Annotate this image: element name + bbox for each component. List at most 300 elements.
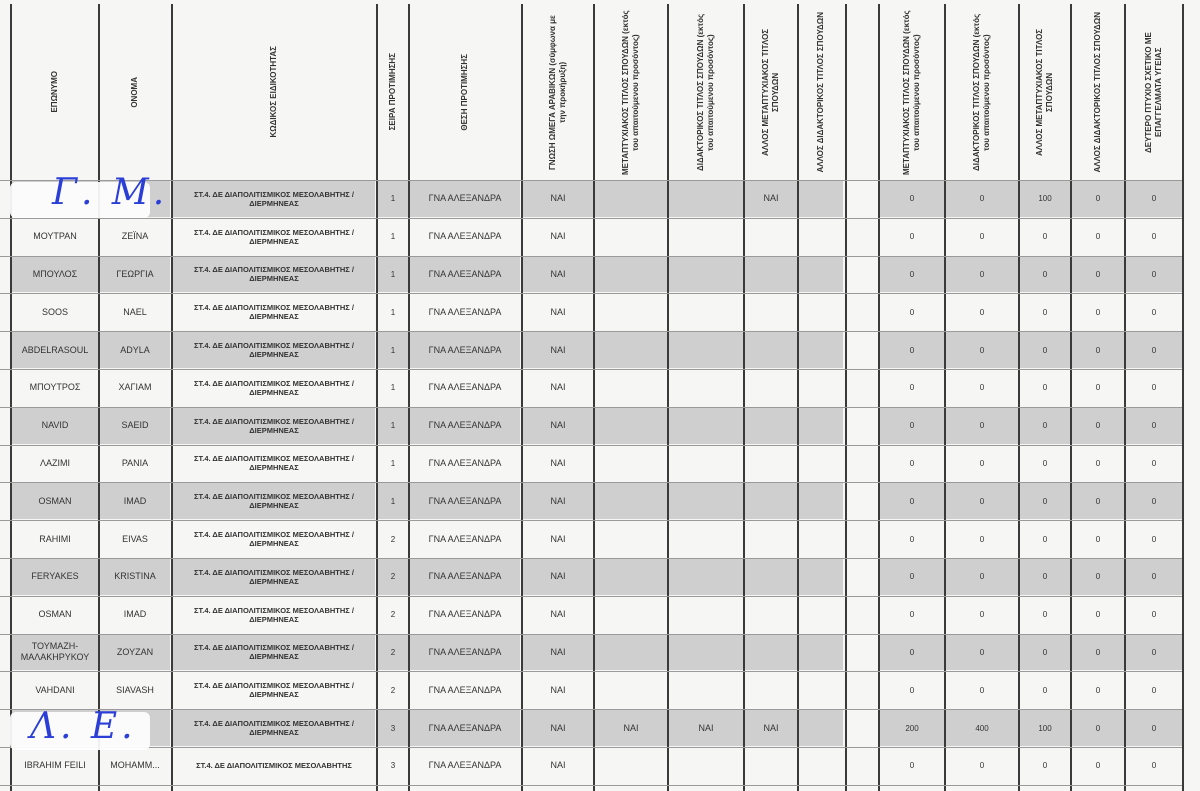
column-header-label: ΑΛΛΟΣ ΔΙΔΑΚΤΟΡΙΚΟΣ ΤΙΤΛΟΣ ΣΠΟΥΔΩΝ bbox=[1093, 11, 1102, 173]
cell-arabic: ΝΑΙ bbox=[550, 420, 566, 431]
cell-om bbox=[747, 596, 795, 634]
cell-arabic: ΝΑΙ bbox=[550, 306, 566, 317]
column-header-other-masters bbox=[745, 6, 797, 178]
cell-s5: 0 bbox=[1151, 232, 1157, 242]
cell-order: 2 bbox=[390, 534, 396, 544]
cell-s1: 0 bbox=[909, 383, 915, 393]
cell-s5: 0 bbox=[1151, 496, 1157, 506]
cell-name: ΖΕΪΝΑ bbox=[121, 231, 149, 242]
cell-surname: OSMAN bbox=[38, 609, 72, 620]
cell-od bbox=[801, 218, 841, 256]
cell-s3: 0 bbox=[1042, 345, 1048, 355]
column-divider bbox=[408, 4, 410, 791]
cell-s1: 0 bbox=[909, 345, 915, 355]
cell-s4: 0 bbox=[1095, 610, 1101, 620]
cell-loc: ΓΝΑ ΑΛΕΞΑΝΔΡΑ bbox=[428, 684, 502, 695]
cell-s5: 0 bbox=[1151, 383, 1157, 393]
column-header-specialty-code bbox=[173, 6, 375, 178]
cell-spec: ΣΤ.4. ΔΕ ΔΙΑΠΟΛΙΤΙΣΜΙΚΟΣ ΜΕΣΟΛΑΒΗΤΗΣ / ΔΙΕΡΜΗΝΕΑΣ bbox=[194, 492, 354, 511]
cell-s2: 0 bbox=[979, 458, 985, 468]
cell-s5: 0 bbox=[1151, 610, 1157, 620]
row-divider bbox=[0, 293, 1182, 294]
cell-name: NAEL bbox=[123, 306, 147, 317]
cell-s3: 0 bbox=[1042, 496, 1048, 506]
cell-od bbox=[801, 407, 841, 445]
column-header-score-other-doctorate bbox=[1072, 6, 1124, 178]
cell-surname: ΜΠΟΥΛΟΣ bbox=[32, 268, 78, 279]
column-header-name bbox=[100, 6, 170, 178]
cell-spec: ΣΤ.4. ΔΕ ΔΙΑΠΟΛΙΤΙΣΜΙΚΟΣ ΜΕΣΟΛΑΒΗΤΗΣ / ΔΙΕΡΜΗΝΕΑΣ bbox=[194, 416, 354, 435]
column-divider bbox=[1018, 4, 1020, 791]
column-header-label: ΑΛΛΟΣ ΜΕΤΑΠΤΥΧΙΑΚΟΣ ΤΙΤΛΟΣ ΣΠΟΥΔΩΝ bbox=[1035, 28, 1054, 156]
row-divider bbox=[0, 785, 1182, 786]
cell-od bbox=[801, 558, 841, 596]
row-divider bbox=[0, 482, 1182, 483]
cell-s2: 0 bbox=[979, 345, 985, 355]
column-divider bbox=[171, 4, 173, 791]
cell-d bbox=[671, 482, 741, 520]
column-header-surname bbox=[12, 6, 98, 178]
column-divider bbox=[845, 4, 847, 791]
cell-name: IMAD bbox=[123, 609, 147, 620]
row-divider bbox=[0, 445, 1182, 446]
cell-d bbox=[671, 331, 741, 369]
cell-m bbox=[597, 596, 665, 634]
cell-s4: 0 bbox=[1095, 647, 1101, 657]
column-header-label: ΟΝΟΜΑ bbox=[130, 76, 139, 108]
column-divider bbox=[521, 4, 523, 791]
cell-s3: 0 bbox=[1042, 647, 1048, 657]
cell-od bbox=[801, 293, 841, 331]
cell-order: 1 bbox=[390, 345, 396, 355]
column-divider bbox=[593, 4, 595, 791]
cell-s2: 0 bbox=[979, 269, 985, 279]
cell-m bbox=[597, 218, 665, 256]
cell-loc: ΓΝΑ ΑΛΕΞΑΝΔΡΑ bbox=[428, 646, 502, 657]
cell-s3: 0 bbox=[1042, 610, 1048, 620]
cell-loc: ΓΝΑ ΑΛΕΞΑΝΔΡΑ bbox=[428, 382, 502, 393]
table-row bbox=[0, 558, 1200, 596]
cell-order: 1 bbox=[390, 383, 396, 393]
cell-m bbox=[597, 369, 665, 407]
cell-arabic: ΝΑΙ bbox=[550, 760, 566, 771]
cell-m bbox=[597, 445, 665, 483]
cell-d bbox=[671, 558, 741, 596]
table-row bbox=[0, 709, 1200, 747]
cell-surname: NAVID bbox=[41, 420, 69, 431]
cell-s3: 0 bbox=[1042, 307, 1048, 317]
cell-spec: ΣΤ.4. ΔΕ ΔΙΑΠΟΛΙΤΙΣΜΙΚΟΣ ΜΕΣΟΛΑΒΗΤΗΣ / ΔΙΕΡΜΗΝΕΑΣ bbox=[194, 378, 354, 397]
cell-s5: 0 bbox=[1151, 723, 1157, 733]
cell-s2: 0 bbox=[979, 194, 985, 204]
cell-s1: 0 bbox=[909, 610, 915, 620]
cell-om bbox=[747, 671, 795, 709]
cell-s2: 0 bbox=[979, 307, 985, 317]
cell-spec: ΣΤ.4. ΔΕ ΔΙΑΠΟΛΙΤΙΣΜΙΚΟΣ ΜΕΣΟΛΑΒΗΤΗΣ / ΔΙΕΡΜΗΝΕΑΣ bbox=[194, 454, 354, 473]
row-divider bbox=[0, 256, 1182, 257]
cell-name: MOHAMM... bbox=[110, 760, 160, 771]
cell-arabic: ΝΑΙ bbox=[550, 722, 566, 733]
column-header-pref-order bbox=[378, 6, 408, 178]
cell-om bbox=[747, 331, 795, 369]
cell-name: ΧΑΓΙΑΜ bbox=[118, 382, 152, 393]
cell-s4: 0 bbox=[1095, 685, 1101, 695]
cell-order: 1 bbox=[390, 232, 396, 242]
cell-order: 1 bbox=[390, 421, 396, 431]
cell-s1: 0 bbox=[909, 269, 915, 279]
cell-od bbox=[801, 445, 841, 483]
cell-m bbox=[597, 558, 665, 596]
cell-spec: ΣΤ.4. ΔΕ ΔΙΑΠΟΛΙΤΙΣΜΙΚΟΣ ΜΕΣΟΛΑΒΗΤΗΣ / ΔΙΕΡΜΗΝΕΑΣ bbox=[194, 719, 354, 738]
cell-spec: ΣΤ.4. ΔΕ ΔΙΑΠΟΛΙΤΙΣΜΙΚΟΣ ΜΕΣΟΛΑΒΗΤΗΣ / ΔΙΕΡΜΗΝΕΑΣ bbox=[194, 643, 354, 662]
cell-s1: 0 bbox=[909, 496, 915, 506]
cell-arabic: ΝΑΙ bbox=[550, 571, 566, 582]
cell-om bbox=[747, 558, 795, 596]
cell-arabic: ΝΑΙ bbox=[550, 684, 566, 695]
column-divider bbox=[1182, 4, 1184, 791]
cell-s5: 0 bbox=[1151, 761, 1157, 771]
cell-od bbox=[801, 180, 841, 218]
table-row bbox=[0, 634, 1200, 672]
cell-s1: 0 bbox=[909, 421, 915, 431]
table-row bbox=[0, 256, 1200, 294]
cell-s5: 0 bbox=[1151, 269, 1157, 279]
cell-loc: ΓΝΑ ΑΛΕΞΑΝΔΡΑ bbox=[428, 268, 502, 279]
column-header-doctorate-title bbox=[669, 6, 743, 178]
cell-spec: ΣΤ.4. ΔΕ ΔΙΑΠΟΛΙΤΙΣΜΙΚΟΣ ΜΕΣΟΛΑΒΗΤΗΣ / ΔΙΕΡΜΗΝΕΑΣ bbox=[194, 227, 354, 246]
row-divider bbox=[0, 596, 1182, 597]
cell-d bbox=[671, 747, 741, 785]
cell-om bbox=[747, 634, 795, 672]
cell-s5: 0 bbox=[1151, 685, 1157, 695]
row-divider bbox=[0, 634, 1182, 635]
cell-order: 3 bbox=[390, 723, 396, 733]
cell-s4: 0 bbox=[1095, 761, 1101, 771]
cell-om bbox=[747, 747, 795, 785]
cell-s1: 0 bbox=[909, 534, 915, 544]
cell-surname: SOOS bbox=[41, 306, 68, 317]
cell-d bbox=[671, 671, 741, 709]
cell-od bbox=[801, 709, 841, 747]
cell-surname: FERYAKES bbox=[31, 571, 79, 582]
cell-s5: 0 bbox=[1151, 458, 1157, 468]
column-divider bbox=[743, 4, 745, 791]
cell-om: ΝΑΙ bbox=[763, 193, 779, 204]
cell-s3: 0 bbox=[1042, 269, 1048, 279]
cell-order: 2 bbox=[390, 610, 396, 620]
cell-s3: 0 bbox=[1042, 761, 1048, 771]
cell-od bbox=[801, 520, 841, 558]
column-header-score-second-degree bbox=[1126, 6, 1182, 178]
handwritten-initials-top: Γ. Μ. bbox=[52, 172, 169, 213]
column-header-label: ΓΝΩΣΗ ΩΜΕΓΑ ΑΡΑΒΙΚΩΝ (σύμφωνα με την προκήρυξη) bbox=[548, 14, 567, 170]
cell-loc: ΓΝΑ ΑΛΕΞΑΝΔΡΑ bbox=[428, 571, 502, 582]
cell-s3: 100 bbox=[1038, 194, 1052, 204]
cell-s4: 0 bbox=[1095, 383, 1101, 393]
cell-d bbox=[671, 369, 741, 407]
column-header-label: ΑΛΛΟΣ ΜΕΤΑΠΤΥΧΙΑΚΟΣ ΤΙΤΛΟΣ ΣΠΟΥΔΩΝ bbox=[761, 28, 780, 156]
column-divider bbox=[376, 4, 378, 791]
cell-order: 1 bbox=[390, 307, 396, 317]
cell-d bbox=[671, 180, 741, 218]
column-header-label: ΔΕΥΤΕΡΟ ΠΤΥΧΙΟ ΣΧΕΤΙΚΟ ΜΕ ΕΠΑΓΓΕΛΜΑΤΑ ΥΓΕΙΑΣ bbox=[1144, 31, 1163, 153]
column-header-other-doctorate bbox=[799, 6, 843, 178]
cell-s1: 0 bbox=[909, 572, 915, 582]
cell-loc: ΓΝΑ ΑΛΕΞΑΝΔΡΑ bbox=[428, 533, 502, 544]
cell-s2: 0 bbox=[979, 232, 985, 242]
cell-s1: 0 bbox=[909, 685, 915, 695]
row-divider bbox=[0, 747, 1182, 748]
cell-od bbox=[801, 671, 841, 709]
cell-surname: OSMAN bbox=[38, 495, 72, 506]
cell-s5: 0 bbox=[1151, 572, 1157, 582]
cell-loc: ΓΝΑ ΑΛΕΞΑΝΔΡΑ bbox=[428, 306, 502, 317]
cell-s2: 0 bbox=[979, 383, 985, 393]
cell-d bbox=[671, 218, 741, 256]
cell-name: IMAD bbox=[123, 495, 147, 506]
cell-loc: ΓΝΑ ΑΛΕΞΑΝΔΡΑ bbox=[428, 609, 502, 620]
cell-order: 2 bbox=[390, 647, 396, 657]
column-header-label: ΕΠΩΝΥΜΟ bbox=[50, 71, 59, 113]
row-divider bbox=[0, 369, 1182, 370]
cell-m bbox=[597, 293, 665, 331]
column-divider bbox=[98, 4, 100, 791]
cell-surname: IBRAHIM FEILI bbox=[24, 760, 86, 771]
cell-s4: 0 bbox=[1095, 421, 1101, 431]
column-divider bbox=[1124, 4, 1126, 791]
cell-s2: 400 bbox=[975, 723, 989, 733]
cell-order: 2 bbox=[390, 572, 396, 582]
cell-s1: 0 bbox=[909, 761, 915, 771]
column-divider bbox=[10, 4, 12, 791]
cell-s2: 0 bbox=[979, 572, 985, 582]
cell-surname: ΜΟΥΤΡΑΝ bbox=[33, 231, 77, 242]
cell-d bbox=[671, 407, 741, 445]
cell-om bbox=[747, 445, 795, 483]
row-divider bbox=[0, 331, 1182, 332]
table-row bbox=[0, 331, 1200, 369]
cell-s3: 0 bbox=[1042, 685, 1048, 695]
cell-arabic: ΝΑΙ bbox=[550, 231, 566, 242]
cell-m bbox=[597, 520, 665, 558]
cell-s3: 0 bbox=[1042, 534, 1048, 544]
cell-m: ΝΑΙ bbox=[623, 722, 639, 733]
cell-spec: ΣΤ.4. ΔΕ ΔΙΑΠΟΛΙΤΙΣΜΙΚΟΣ ΜΕΣΟΛΑΒΗΤΗΣ / ΔΙΕΡΜΗΝΕΑΣ bbox=[194, 303, 354, 322]
cell-od bbox=[801, 256, 841, 294]
row-divider bbox=[0, 180, 1182, 181]
column-header-label: ΘΕΣΗ ΠΡΟΤΙΜΗΣΗΣ bbox=[460, 53, 469, 131]
cell-arabic: ΝΑΙ bbox=[550, 344, 566, 355]
cell-om bbox=[747, 256, 795, 294]
cell-order: 1 bbox=[390, 269, 396, 279]
cell-od bbox=[801, 634, 841, 672]
cell-name: EIVAS bbox=[122, 533, 148, 544]
cell-s1: 200 bbox=[905, 723, 919, 733]
cell-loc: ΓΝΑ ΑΛΕΞΑΝΔΡΑ bbox=[428, 420, 502, 431]
cell-od bbox=[801, 369, 841, 407]
cell-arabic: ΝΑΙ bbox=[550, 382, 566, 393]
cell-od bbox=[801, 596, 841, 634]
cell-om bbox=[747, 482, 795, 520]
table-row bbox=[0, 293, 1200, 331]
cell-om: ΝΑΙ bbox=[763, 722, 779, 733]
cell-s5: 0 bbox=[1151, 534, 1157, 544]
column-header-masters-title bbox=[595, 6, 667, 178]
cell-s5: 0 bbox=[1151, 647, 1157, 657]
column-header-label: ΜΕΤΑΠΤΥΧΙΑΚΟΣ ΤΙΤΛΟΣ ΣΠΟΥΔΩΝ (εκτός του απαιτούμενου προσόντος) bbox=[621, 9, 640, 175]
cell-name: ΖΟΥΖΑΝ bbox=[116, 646, 154, 657]
cell-s1: 0 bbox=[909, 458, 915, 468]
cell-name: KRISTINA bbox=[114, 571, 156, 582]
table-row bbox=[0, 218, 1200, 256]
cell-spec: ΣΤ.4. ΔΕ ΔΙΑΠΟΛΙΤΙΣΜΙΚΟΣ ΜΕΣΟΛΑΒΗΤΗΣ / ΔΙΕΡΜΗΝΕΑΣ bbox=[194, 341, 354, 360]
cell-s4: 0 bbox=[1095, 232, 1101, 242]
cell-m bbox=[597, 634, 665, 672]
cell-s4: 0 bbox=[1095, 194, 1101, 204]
cell-om bbox=[747, 407, 795, 445]
table-row bbox=[0, 445, 1200, 483]
cell-s4: 0 bbox=[1095, 496, 1101, 506]
cell-d bbox=[671, 520, 741, 558]
cell-s4: 0 bbox=[1095, 534, 1101, 544]
cell-s4: 0 bbox=[1095, 723, 1101, 733]
cell-s1: 0 bbox=[909, 307, 915, 317]
cell-loc: ΓΝΑ ΑΛΕΞΑΝΔΡΑ bbox=[428, 344, 502, 355]
cell-name: ΡΑΝΙΑ bbox=[121, 457, 149, 468]
cell-s3: 0 bbox=[1042, 458, 1048, 468]
row-divider bbox=[0, 709, 1182, 710]
column-header-label: ΔΙΔΑΚΤΟΡΙΚΟΣ ΤΙΤΛΟΣ ΣΠΟΥΔΩΝ (εκτός του απαιτούμενου προσόντος) bbox=[696, 13, 715, 171]
cell-s2: 0 bbox=[979, 610, 985, 620]
cell-arabic: ΝΑΙ bbox=[550, 533, 566, 544]
cell-s2: 0 bbox=[979, 496, 985, 506]
cell-order: 1 bbox=[390, 458, 396, 468]
cell-spec: ΣΤ.4. ΔΕ ΔΙΑΠΟΛΙΤΙΣΜΙΚΟΣ ΜΕΣΟΛΑΒΗΤΗΣ / ΔΙΕΡΜΗΝΕΑΣ bbox=[194, 567, 354, 586]
cell-s5: 0 bbox=[1151, 345, 1157, 355]
cell-m bbox=[597, 671, 665, 709]
cell-order: 1 bbox=[390, 194, 396, 204]
cell-spec: ΣΤ.4. ΔΕ ΔΙΑΠΟΛΙΤΙΣΜΙΚΟΣ ΜΕΣΟΛΑΒΗΤΗΣ bbox=[196, 761, 352, 771]
table-row bbox=[0, 180, 1200, 218]
table-row bbox=[0, 596, 1200, 634]
table-row bbox=[0, 671, 1200, 709]
cell-om bbox=[747, 520, 795, 558]
cell-loc: ΓΝΑ ΑΛΕΞΑΝΔΡΑ bbox=[428, 722, 502, 733]
cell-s2: 0 bbox=[979, 647, 985, 657]
cell-surname: ΜΠΟΥΤΡΟΣ bbox=[29, 382, 81, 393]
column-divider bbox=[667, 4, 669, 791]
cell-surname: ΛΑΖΙΜΙ bbox=[39, 457, 70, 468]
cell-s5: 0 bbox=[1151, 194, 1157, 204]
cell-s2: 0 bbox=[979, 685, 985, 695]
row-divider bbox=[0, 407, 1182, 408]
cell-loc: ΓΝΑ ΑΛΕΞΑΝΔΡΑ bbox=[428, 457, 502, 468]
column-header-label: ΣΕΙΡΑ ΠΡΟΤΙΜΗΣΗΣ bbox=[388, 53, 397, 131]
cell-s4: 0 bbox=[1095, 269, 1101, 279]
cell-m bbox=[597, 256, 665, 294]
cell-s2: 0 bbox=[979, 421, 985, 431]
row-divider bbox=[0, 520, 1182, 521]
cell-order: 2 bbox=[390, 685, 396, 695]
column-header-pref-location bbox=[410, 6, 520, 178]
column-header-score-masters bbox=[880, 6, 944, 178]
cell-d: ΝΑΙ bbox=[698, 722, 714, 733]
cell-d bbox=[671, 596, 741, 634]
cell-m bbox=[597, 331, 665, 369]
cell-d bbox=[671, 634, 741, 672]
row-divider bbox=[0, 218, 1182, 219]
cell-arabic: ΝΑΙ bbox=[550, 495, 566, 506]
column-header-label: ΔΙΔΑΚΤΟΡΙΚΟΣ ΤΙΤΛΟΣ ΣΠΟΥΔΩΝ (εκτός του απαιτούμενου προσόντος) bbox=[972, 13, 991, 171]
cell-s1: 0 bbox=[909, 647, 915, 657]
cell-spec: ΣΤ.4. ΔΕ ΔΙΑΠΟΛΙΤΙΣΜΙΚΟΣ ΜΕΣΟΛΑΒΗΤΗΣ / ΔΙΕΡΜΗΝΕΑΣ bbox=[194, 530, 354, 549]
column-header-label: ΚΩΔΙΚΟΣ ΕΙΔΙΚΟΤΗΤΑΣ bbox=[269, 46, 278, 138]
column-header-label: ΑΛΛΟΣ ΔΙΔΑΚΤΟΡΙΚΟΣ ΤΙΤΛΟΣ ΣΠΟΥΔΩΝ bbox=[816, 11, 825, 173]
cell-s3: 0 bbox=[1042, 383, 1048, 393]
cell-m bbox=[597, 180, 665, 218]
cell-s2: 0 bbox=[979, 761, 985, 771]
row-divider bbox=[0, 671, 1182, 672]
cell-spec: ΣΤ.4. ΔΕ ΔΙΑΠΟΛΙΤΙΣΜΙΚΟΣ ΜΕΣΟΛΑΒΗΤΗΣ / ΔΙΕΡΜΗΝΕΑΣ bbox=[194, 605, 354, 624]
column-header-score-doctorate bbox=[946, 6, 1018, 178]
cell-om bbox=[747, 218, 795, 256]
cell-surname: ΤΟΥΜΑΖΗ-ΜΑΛΑΚΗΡΥΚΟΥ bbox=[20, 641, 90, 663]
table-row bbox=[0, 520, 1200, 558]
cell-s4: 0 bbox=[1095, 458, 1101, 468]
cell-d bbox=[671, 293, 741, 331]
column-divider bbox=[878, 4, 880, 791]
cell-od bbox=[801, 331, 841, 369]
cell-m bbox=[597, 407, 665, 445]
column-divider bbox=[797, 4, 799, 791]
cell-od bbox=[801, 482, 841, 520]
table-row bbox=[0, 747, 1200, 785]
cell-od bbox=[801, 747, 841, 785]
column-divider bbox=[944, 4, 946, 791]
cell-arabic: ΝΑΙ bbox=[550, 457, 566, 468]
cell-m bbox=[597, 482, 665, 520]
cell-name: SIAVASH bbox=[116, 684, 154, 695]
cell-name: ADYLA bbox=[120, 344, 150, 355]
cell-s4: 0 bbox=[1095, 307, 1101, 317]
cell-loc: ΓΝΑ ΑΛΕΞΑΝΔΡΑ bbox=[428, 495, 502, 506]
row-divider bbox=[0, 558, 1182, 559]
cell-om bbox=[747, 369, 795, 407]
cell-arabic: ΝΑΙ bbox=[550, 609, 566, 620]
cell-m bbox=[597, 747, 665, 785]
cell-s3: 0 bbox=[1042, 572, 1048, 582]
cell-spec: ΣΤ.4. ΔΕ ΔΙΑΠΟΛΙΤΙΣΜΙΚΟΣ ΜΕΣΟΛΑΒΗΤΗΣ / ΔΙΕΡΜΗΝΕΑΣ bbox=[194, 681, 354, 700]
cell-loc: ΓΝΑ ΑΛΕΞΑΝΔΡΑ bbox=[428, 760, 502, 771]
column-header-score-other-masters bbox=[1020, 6, 1070, 178]
cell-d bbox=[671, 256, 741, 294]
cell-surname: ABDELRASOUL bbox=[21, 344, 89, 355]
column-header-arabic-lang bbox=[523, 6, 593, 178]
column-divider bbox=[1070, 4, 1072, 791]
cell-s3: 0 bbox=[1042, 421, 1048, 431]
table-row bbox=[0, 482, 1200, 520]
cell-arabic: ΝΑΙ bbox=[550, 646, 566, 657]
cell-s2: 0 bbox=[979, 534, 985, 544]
column-header-label: ΜΕΤΑΠΤΥΧΙΑΚΟΣ ΤΙΤΛΟΣ ΣΠΟΥΔΩΝ (εκτός του απαιτούμενου προσόντος) bbox=[902, 9, 921, 175]
cell-loc: ΓΝΑ ΑΛΕΞΑΝΔΡΑ bbox=[428, 231, 502, 242]
cell-s5: 0 bbox=[1151, 421, 1157, 431]
cell-order: 1 bbox=[390, 496, 396, 506]
cell-surname: RAHIMI bbox=[39, 533, 71, 544]
cell-surname: VAHDANI bbox=[35, 684, 75, 695]
cell-spec: ΣΤ.4. ΔΕ ΔΙΑΠΟΛΙΤΙΣΜΙΚΟΣ ΜΕΣΟΛΑΒΗΤΗΣ / ΔΙΕΡΜΗΝΕΑΣ bbox=[194, 265, 354, 284]
cell-s5: 0 bbox=[1151, 307, 1157, 317]
